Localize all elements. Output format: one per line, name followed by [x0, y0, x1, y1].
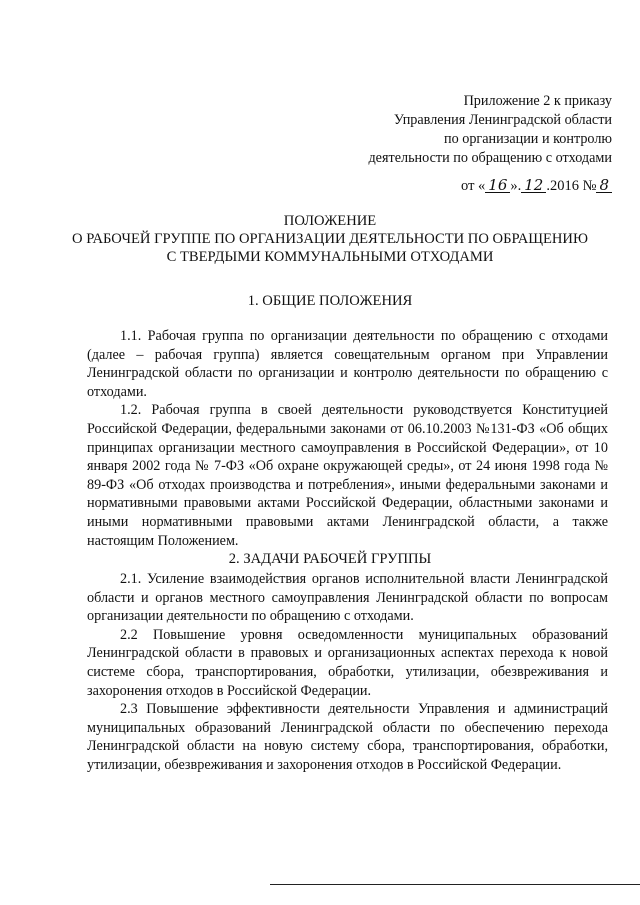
appendix-header — [312, 92, 612, 196]
handwritten-day: 16 — [485, 178, 510, 193]
title-line-1: ПОЛОЖЕНИЕ — [283, 213, 377, 229]
handwritten-month: 12 — [521, 178, 546, 193]
handwritten-number: 8 — [596, 178, 612, 193]
appendix-line-4: деятельности по обращению с отходами — [368, 150, 612, 166]
section-1-body — [87, 327, 608, 550]
appendix-line-2: Управления Ленинградской области — [393, 112, 612, 128]
section-2-heading: 2. ЗАДАЧИ РАБОЧЕЙ ГРУППЫ — [228, 551, 432, 567]
paragraph-2-3: 2.3 Повышение эффективности деятельности Управления и администраций муниципальных образований Ленинградской области по обеспечению перехода Ленинградской области на новую систему сбора, транспортирования, обработки, утилизации, обезвреживания и захоронения отходов в Российской Федерации. — [87, 701, 608, 773]
appendix-line-1: Приложение 2 к приказу — [463, 93, 612, 109]
document-title — [50, 212, 610, 266]
order-date-line — [312, 177, 612, 196]
date-prefix: от « — [461, 178, 486, 194]
appendix-line-3: по организации и контролю — [444, 131, 612, 147]
paragraph-2-2: 2.2 Повышение уровня осведомленности муниципальных образований Ленинградской области в правовых и организационных аспектах перехода к новой системе сбора, транспортирования, обработки, утилизации, обезвреживания и захоронения отходов в Российской Федерации. — [87, 626, 608, 699]
section-1-heading: 1. ОБЩИЕ ПОЛОЖЕНИЯ — [247, 293, 413, 309]
page-bottom-rule — [270, 884, 640, 885]
paragraph-1-2: 1.2. Рабочая группа в своей деятельности руководствуется Конституцией Российской Федерации, федеральными законами от 06.10.2003 №131-ФЗ «Об общих принципах организации местного самоуправления в Российской Федерации», от 10 января 2002 года № 7-ФЗ «Об охране окружающей среды», от 24 июня 1998 года № 89-ФЗ «Об отходах производства и потребления», иными федеральными законами и нормативными правовыми актами Российской Федерации, областными законами и иными нормативными правовыми актами Ленинградской области, а также настоящим Положением. — [87, 402, 608, 549]
date-year: .2016 № — [546, 178, 597, 194]
title-line-3: С ТВЕРДЫМИ КОММУНАЛЬНЫМИ ОТХОДАМИ — [166, 249, 494, 265]
section-2-body — [87, 570, 608, 775]
paragraph-2-1: 2.1. Усиление взаимодействия органов исполнительной власти Ленинградской области и органов местного самоуправления Ленинградской области по вопросам организации деятельности по обращению с отходами. — [87, 571, 608, 625]
title-line-2: О РАБОЧЕЙ ГРУППЕ ПО ОРГАНИЗАЦИИ ДЕЯТЕЛЬНОСТИ ПО ОБРАЩЕНИЮ — [72, 231, 588, 247]
date-mid: ». — [510, 178, 522, 194]
paragraph-1-1: 1.1. Рабочая группа по организации деятельности по обращению с отходами (далее – рабочая группа) является совещательным органом при Управлении Ленинградской области по организации и контролю деятельности по обращению с отходами. — [87, 328, 608, 400]
